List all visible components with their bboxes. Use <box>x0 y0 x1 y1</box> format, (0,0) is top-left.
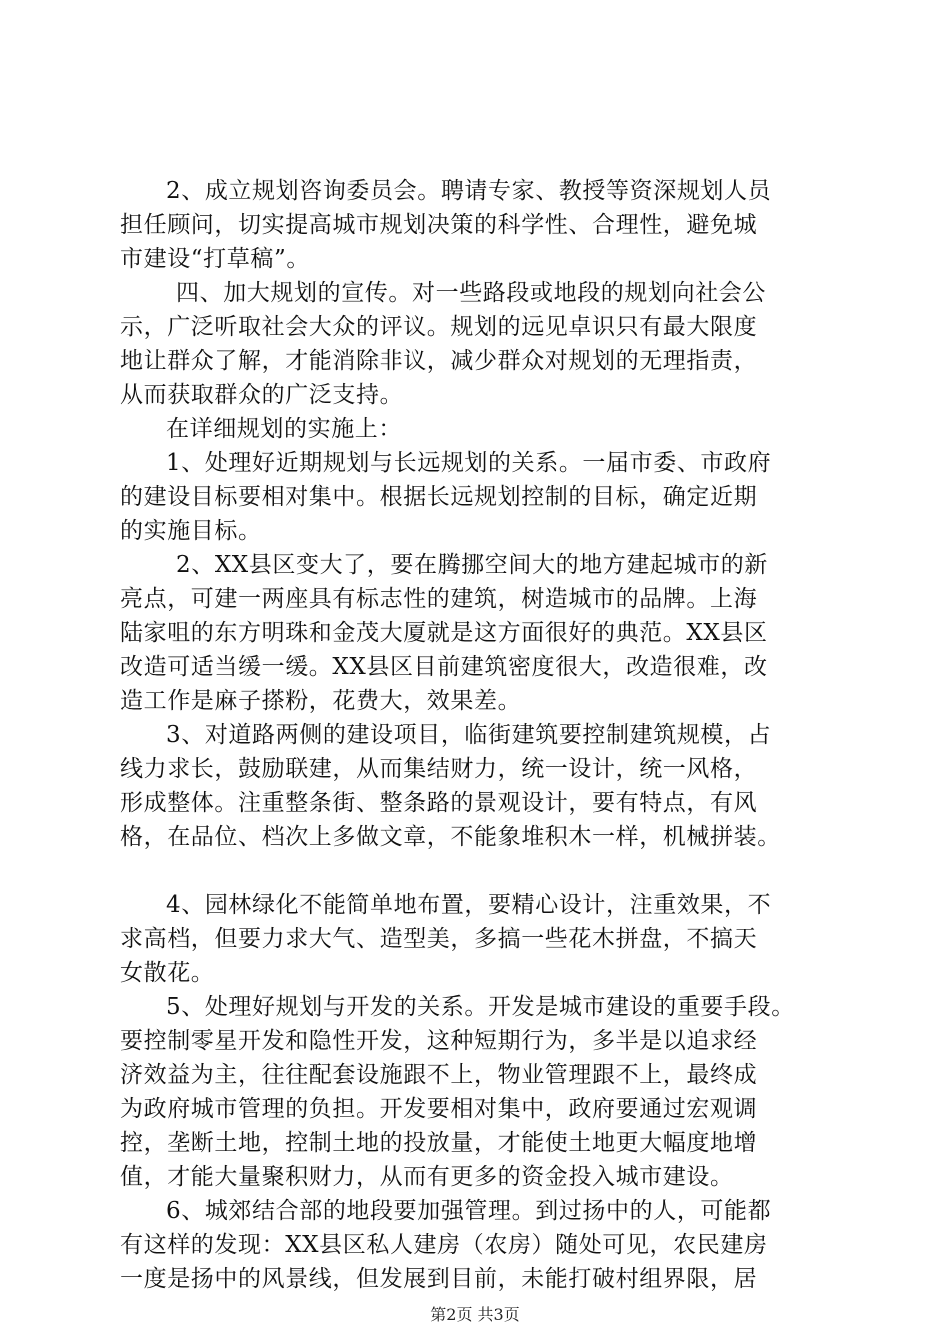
paragraph-line: 市建设“打草稿”。 <box>120 246 310 272</box>
paragraph-line: 改造可适当缓一缓。XX县区目前建筑密度很大，改造很难，改 <box>120 654 768 680</box>
paragraph-line: 要控制零星开发和隐性开发，这种短期行为，多半是以追求经 <box>120 1028 758 1054</box>
paragraph-line: 示，广泛听取社会大众的评议。规划的远见卓识只有最大限度 <box>120 314 758 340</box>
paragraph-line: 的实施目标。 <box>120 518 262 544</box>
paragraph-line: 从而获取群众的广泛支持。 <box>120 382 404 408</box>
paragraph-line: 造工作是麻子搽粉，花费大，效果差。 <box>120 688 522 714</box>
paragraph-line: 2、XX县区变大了，要在腾挪空间大的地方建起城市的新 <box>176 552 768 578</box>
paragraph-line: 在详细规划的实施上： <box>166 416 402 442</box>
paragraph-line: 4、园林绿化不能简单地布置，要精心设计，注重效果，不 <box>166 892 772 918</box>
paragraph-line: 1、处理好近期规划与长远规划的关系。一届市委、市政府 <box>166 450 772 476</box>
paragraph-line: 一度是扬中的风景线，但发展到目前，未能打破村组界限，居 <box>120 1266 758 1292</box>
paragraph-line: 济效益为主，往往配套设施跟不上，物业管理跟不上，最终成 <box>120 1062 758 1088</box>
paragraph-line: 2、成立规划咨询委员会。聘请专家、教授等资深规划人员 <box>166 178 772 204</box>
paragraph-line: 形成整体。注重整条街、整条路的景观设计，要有特点，有风 <box>120 790 758 816</box>
paragraph-gap <box>120 854 830 888</box>
paragraph-line: 亮点，可建一两座具有标志性的建筑，树造城市的品牌。上海 <box>120 586 758 612</box>
paragraph-line: 控，垄断土地，控制土地的投放量，才能使土地更大幅度地增 <box>120 1130 758 1156</box>
paragraph-line: 3、对道路两侧的建设项目，临街建筑要控制建筑规模，占 <box>166 722 772 748</box>
paragraph-line: 女散花。 <box>120 960 215 986</box>
paragraph-line: 5、处理好规划与开发的关系。开发是城市建设的重要手段。 <box>166 994 795 1020</box>
paragraph-line: 值，才能大量聚积财力，从而有更多的资金投入城市建设。 <box>120 1164 734 1190</box>
paragraph-line: 线力求长，鼓励联建，从而集结财力，统一设计，统一风格， <box>120 756 758 782</box>
paragraph-line: 四、加大规划的宣传。对一些路段或地段的规划向社会公 <box>176 280 766 306</box>
page-number: 第2页 共3页 <box>430 1305 520 1324</box>
paragraph-line: 6、城郊结合部的地段要加强管理。到过扬中的人，可能都 <box>166 1198 772 1224</box>
paragraph-line: 的建设目标要相对集中。根据长远规划控制的目标，确定近期 <box>120 484 758 510</box>
paragraph-line: 格，在品位、档次上多做文章，不能象堆积木一样，机械拼装。 <box>120 824 781 850</box>
paragraph-line: 担任顾问，切实提高城市规划决策的科学性、合理性，避免城 <box>120 212 758 238</box>
paragraph-line: 地让群众了解，才能消除非议，减少群众对规划的无理指责， <box>120 348 758 374</box>
paragraph-line: 陆家咀的东方明珠和金茂大厦就是这方面很好的典范。XX县区 <box>120 620 768 646</box>
document-body <box>120 174 830 1296</box>
paragraph-line: 求高档，但要力求大气、造型美，多搞一些花木拼盘，不搞天 <box>120 926 758 952</box>
paragraph-line: 有这样的发现：XX县区私人建房（农房）随处可见，农民建房 <box>120 1232 768 1258</box>
paragraph-line: 为政府城市管理的负担。开发要相对集中，政府要通过宏观调 <box>120 1096 758 1122</box>
